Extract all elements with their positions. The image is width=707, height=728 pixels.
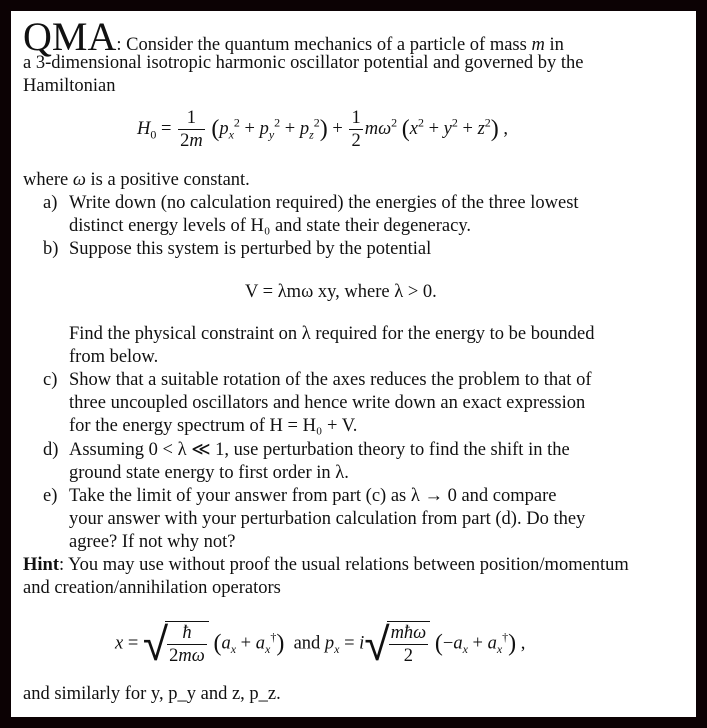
part-c-label: c): [43, 370, 58, 390]
part-a-line-2: distinct energy levels of H₀ and state their degeneracy.: [69, 216, 471, 236]
part-a-label: a): [43, 193, 58, 213]
hint-line-1: Hint: You may use without proof the usual relations between position/momentum: [23, 555, 629, 575]
ladder-operator-equation: x = √ $\frac{ħ}{2m\omega}$ $(a_x + a_x^\dagger)$ and $p_x = i√$ $\frac{\text{mħω}}{2}$ $(-a_x + a_x^\dagger)$ ,: [115, 617, 526, 671]
hamiltonian-equation: $H_0$ = $\frac{1}{2m}$ $(p_x^2 + p_y^2 + p_z^2)$ + $\frac{1}{2}$ $m\omega^2$ $(x^2 + y^2 + z^2)$ ,: [137, 108, 509, 151]
part-d-line-1: Assuming 0 < λ ≪ 1, use perturbation theory to find the shift in the: [69, 440, 570, 460]
part-e-line-2: your answer with your perturbation calculation from part (d). Do they: [69, 509, 586, 529]
part-d-line-2: ground state energy to first order in λ.: [69, 463, 349, 483]
part-a-line-1: Write down (no calculation required) the energies of the three lowest: [69, 193, 579, 213]
part-b-label: b): [43, 239, 59, 259]
part-e-line-1: Take the limit of your answer from part (c) as λ → 0 and compare: [69, 486, 557, 506]
problem-title: QMA: [23, 14, 117, 59]
intro-line-1: QMA: Consider the quantum mechanics of a particle of mass m in: [23, 14, 564, 59]
intro-line-3: Hamiltonian: [23, 76, 116, 96]
part-b-followup-1: Find the physical constraint on λ required for the energy to be bounded: [69, 324, 595, 344]
hint-label: Hint: [23, 555, 59, 575]
part-c-line-2: three uncoupled oscillators and hence write down an exact expression: [69, 393, 586, 413]
part-b-followup-2: from below.: [69, 347, 159, 367]
part-c-line-3: for the energy spectrum of H = H₀ + V.: [69, 416, 358, 436]
part-e-line-3: agree? If not why not?: [69, 532, 236, 552]
document-page: [11, 11, 696, 717]
intro-line-2: a 3-dimensional isotropic harmonic oscillator potential and governed by the: [23, 53, 584, 73]
part-b-line-1: Suppose this system is perturbed by the potential: [69, 239, 432, 259]
perturbation-equation: V = λmω xy, where λ > 0.: [245, 282, 437, 302]
part-e-label: e): [43, 486, 58, 506]
closing-line: and similarly for y, p_y and z, p_z.: [23, 684, 281, 704]
part-d-label: d): [43, 440, 59, 460]
hint-line-2: and creation/annihilation operators: [23, 578, 281, 598]
part-c-line-1: Show that a suitable rotation of the axes reduces the problem to that of: [69, 370, 592, 390]
where-omega-line: where ω is a positive constant.: [23, 170, 250, 190]
